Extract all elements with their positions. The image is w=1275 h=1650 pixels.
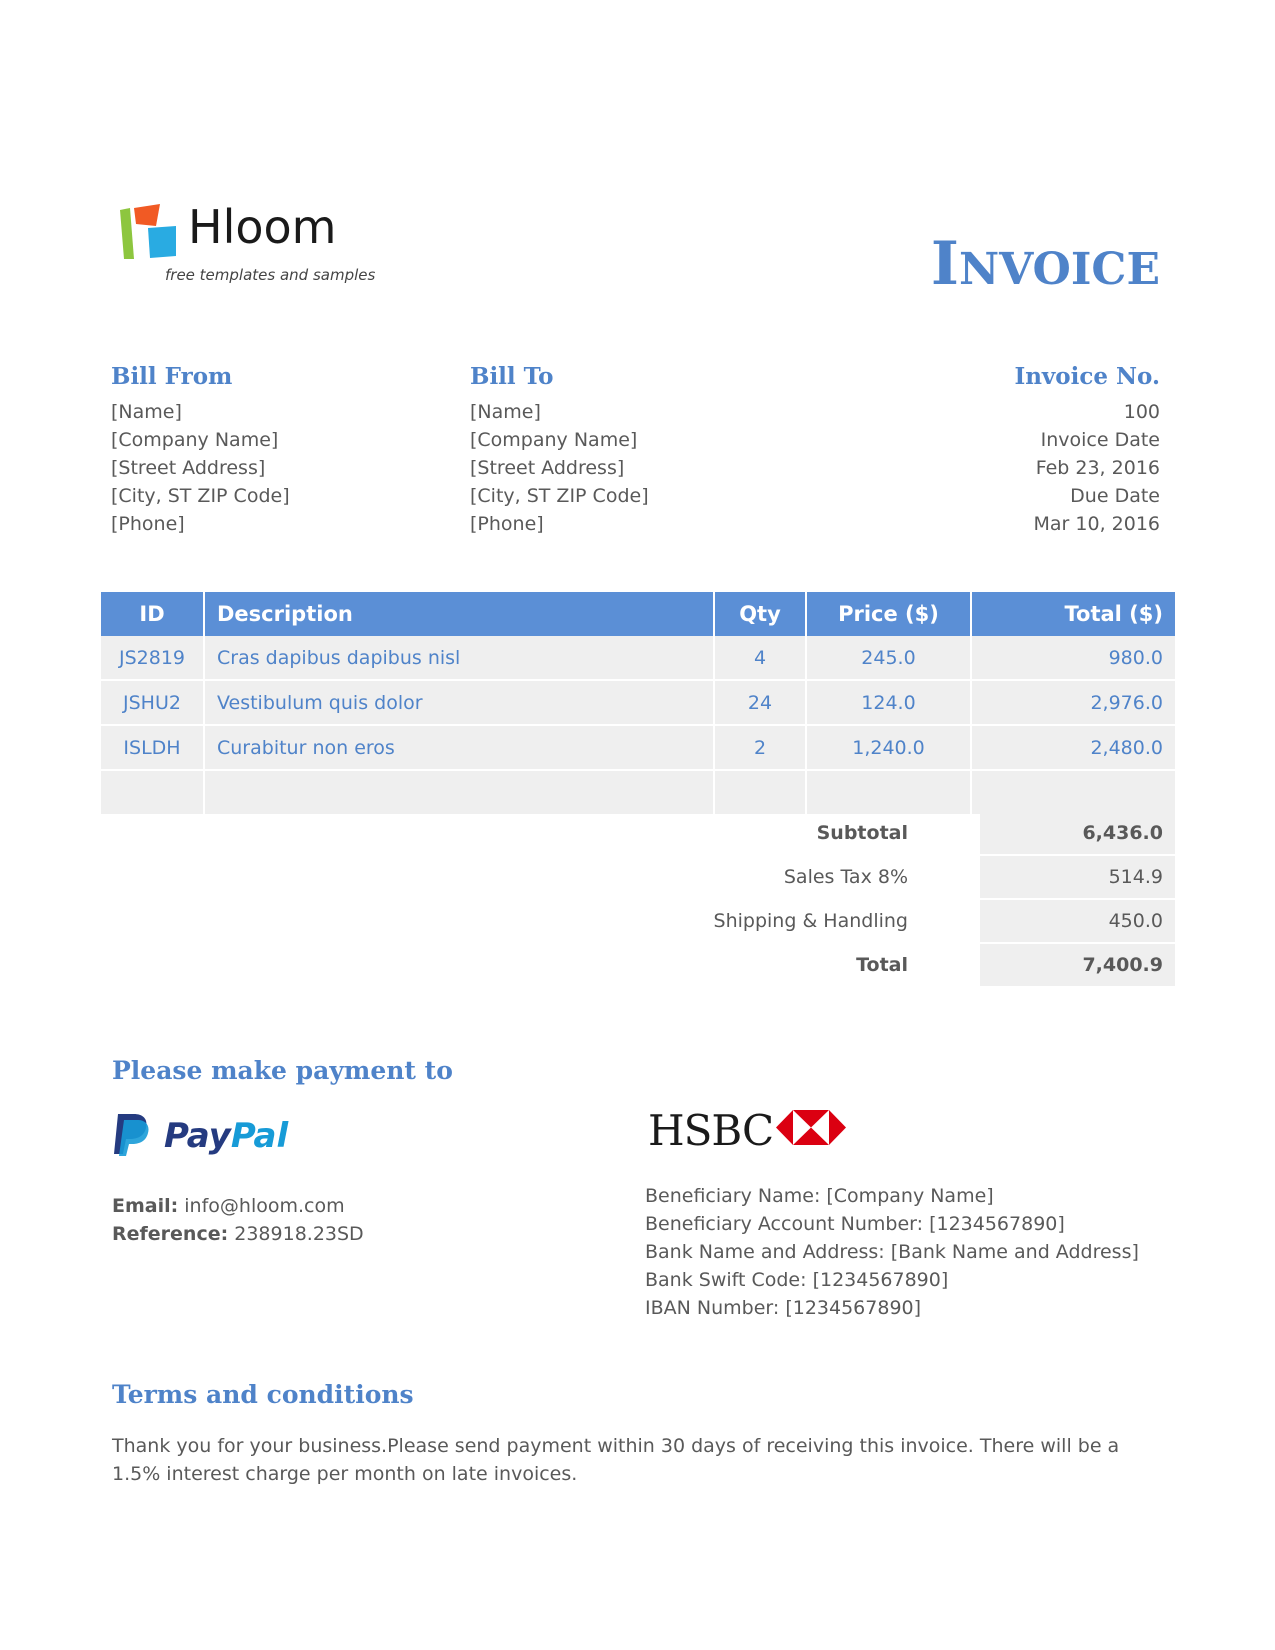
col-header-price: Price ($): [806, 592, 971, 636]
invoice-title-initial: I: [930, 229, 959, 299]
cell-qty: 4: [714, 636, 806, 680]
bill-from-company: [Company Name]: [111, 429, 279, 451]
bill-from-phone: [Phone]: [111, 513, 185, 535]
payment-heading: Please make payment to: [112, 1056, 453, 1085]
hloom-logo-word: Hloom: [188, 200, 337, 254]
invoice-title: [930, 229, 1160, 299]
bill-to-street: [Street Address]: [470, 457, 625, 479]
paypal-reference-label: Reference:: [112, 1223, 229, 1245]
col-header-total: Total ($): [971, 592, 1175, 636]
table-header-row: [101, 592, 1175, 636]
cell-qty: 24: [714, 680, 806, 725]
cell-price: 124.0: [806, 680, 971, 725]
paypal-email-line: [112, 1192, 364, 1220]
paypal-wordmark: [164, 1116, 288, 1156]
bill-to-name: [Name]: [470, 401, 541, 423]
cell-description: [204, 770, 714, 815]
bill-from-heading: Bill From: [111, 363, 233, 390]
paypal-email-label: Email:: [112, 1195, 179, 1217]
cell-description: Curabitur non eros: [204, 725, 714, 770]
paypal-reference-line: [112, 1220, 364, 1248]
invoice-date-label: Invoice Date: [1040, 429, 1160, 451]
cell-id: ISLDH: [101, 725, 204, 770]
cell-description: Cras dapibus dapibus nisl: [204, 636, 714, 680]
cell-total: [971, 770, 1175, 815]
bill-to-city: [City, ST ZIP Code]: [470, 485, 649, 507]
table-row: [101, 770, 1175, 815]
total-value: 7,400.9: [980, 944, 1175, 986]
beneficiary-name: Beneficiary Name: [Company Name]: [645, 1185, 994, 1207]
subtotal-label: Subtotal: [816, 822, 908, 844]
table-row: [101, 725, 1175, 770]
col-header-qty: Qty: [714, 592, 806, 636]
paypal-reference: 238918.23SD: [234, 1223, 364, 1245]
cell-qty: 2: [714, 725, 806, 770]
cell-id: [101, 770, 204, 815]
subtotal-value: 6,436.0: [980, 812, 1175, 854]
cell-total: 2,976.0: [971, 680, 1175, 725]
paypal-p-icon: [112, 1112, 152, 1156]
cell-id: JS2819: [101, 636, 204, 680]
beneficiary-account: Beneficiary Account Number: [1234567890]: [645, 1213, 1065, 1235]
cell-total: 2,480.0: [971, 725, 1175, 770]
total-label: Total: [856, 954, 908, 976]
hsbc-hexagon-icon: [776, 1110, 846, 1145]
invoice-meta-block: [1014, 362, 1160, 538]
bill-to-company: [Company Name]: [470, 429, 638, 451]
cell-qty: [714, 770, 806, 815]
bill-from-city: [City, ST ZIP Code]: [111, 485, 290, 507]
col-header-id: ID: [101, 592, 204, 636]
hloom-logo-mark-icon: [120, 204, 180, 259]
table-row: [101, 680, 1175, 725]
shipping-label: Shipping & Handling: [713, 910, 908, 932]
cell-price: 1,240.0: [806, 725, 971, 770]
shipping-value: 450.0: [980, 900, 1175, 942]
bill-to-block: [470, 362, 649, 538]
cell-id: JSHU2: [101, 680, 204, 725]
due-date-label: Due Date: [1070, 485, 1160, 507]
paypal-email: info@hloom.com: [184, 1195, 345, 1217]
paypal-wordmark-pay: Pay: [164, 1116, 231, 1156]
hsbc-wordmark: HSBC: [648, 1106, 774, 1155]
line-items-table: [101, 592, 1175, 816]
paypal-details: [112, 1192, 364, 1248]
hloom-logo-tagline: free templates and samples: [165, 266, 376, 284]
iban-number: IBAN Number: [1234567890]: [645, 1297, 922, 1319]
bank-swift-code: Bank Swift Code: [1234567890]: [645, 1269, 949, 1291]
terms-text: Thank you for your business.Please send payment within 30 days of receiving this invoice. There will be a 1.5% interest charge per month on late invoices.: [112, 1435, 1120, 1485]
sales-tax-value: 514.9: [980, 856, 1175, 898]
bill-from-street: [Street Address]: [111, 457, 266, 479]
bank-details: [645, 1182, 1139, 1322]
cell-total: 980.0: [971, 636, 1175, 680]
paypal-logo: [112, 1112, 302, 1160]
cell-price: [806, 770, 971, 815]
paypal-wordmark-pal: Pal: [230, 1116, 289, 1156]
bank-name-address: Bank Name and Address: [Bank Name and Address]: [645, 1241, 1139, 1263]
invoice-title-rest: NVOICE: [958, 244, 1160, 295]
table-row: [101, 636, 1175, 680]
terms-heading: Terms and conditions: [112, 1380, 414, 1409]
due-date: Mar 10, 2016: [1033, 513, 1160, 535]
bill-from-name: [Name]: [111, 401, 182, 423]
invoice-date: Feb 23, 2016: [1035, 457, 1160, 479]
hsbc-logo: [648, 1106, 858, 1156]
sales-tax-label: Sales Tax 8%: [783, 866, 908, 888]
bill-from-block: [111, 362, 290, 538]
cell-price: 245.0: [806, 636, 971, 680]
cell-description: Vestibulum quis dolor: [204, 680, 714, 725]
bill-to-phone: [Phone]: [470, 513, 544, 535]
col-header-description: Description: [204, 592, 714, 636]
invoice-no-heading: Invoice No.: [1014, 363, 1160, 390]
hloom-logo: [120, 196, 420, 286]
invoice-number: 100: [1123, 401, 1160, 423]
bill-to-heading: Bill To: [470, 363, 554, 390]
